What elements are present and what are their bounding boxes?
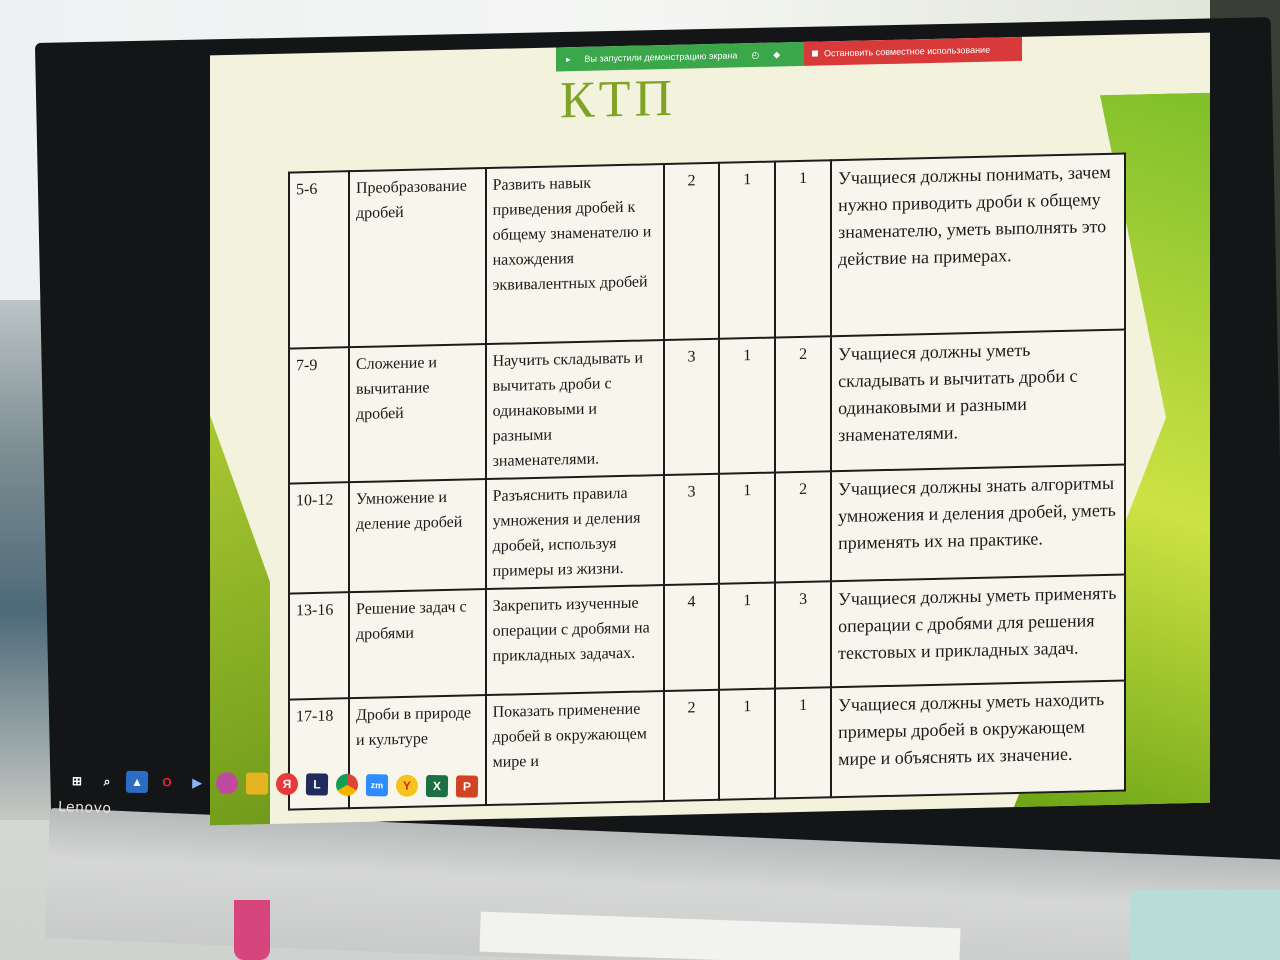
goal-cell: Закрепить изученные операции с дробями на прикладных задачах. xyxy=(486,585,664,695)
word-icon[interactable]: ▲ xyxy=(126,771,148,793)
outcome-cell: Учащиеся должны понимать, зачем нужно приводить дроби к общему знаменателю, уметь выполнять это действие на примерах. xyxy=(831,154,1125,337)
topic-cell: Преобразование дробей xyxy=(349,168,486,347)
topic-cell: Умножение и деление дробей xyxy=(349,479,486,592)
count-cell: 1 xyxy=(775,160,831,337)
count-cell: 2 xyxy=(775,336,831,472)
lessons-cell: 13-16 xyxy=(289,592,349,699)
goal-cell: Развить навык приведения дробей к общему знаменателю и нахождения эквивалентных дробей xyxy=(486,164,664,344)
count-cell: 1 xyxy=(719,583,775,690)
outcome-cell: Учащиеся должны уметь применять операции с дробями для решения текстовых и прикладных задач. xyxy=(831,575,1125,688)
table-row xyxy=(289,330,1125,484)
share-status xyxy=(556,42,804,72)
stop-icon xyxy=(812,51,818,57)
plan-table xyxy=(288,153,1126,811)
media-player-icon[interactable]: ▶ xyxy=(192,775,202,790)
hours-cell: 3 xyxy=(664,339,720,475)
table-row xyxy=(289,465,1125,594)
count-cell: 1 xyxy=(775,687,831,798)
count-cell: 1 xyxy=(719,473,775,584)
outcome-cell: Учащиеся должны знать алгоритмы умножения и деления дробей, уметь применять их на практике. xyxy=(831,465,1125,582)
stop-sharing-label: Остановить совместное использование xyxy=(824,44,991,59)
table-row xyxy=(289,154,1125,349)
screen xyxy=(210,33,1210,826)
count-cell: 1 xyxy=(719,162,775,339)
hours-cell: 3 xyxy=(664,474,720,585)
share-status-text: Вы запустили демонстрацию экрана xyxy=(584,50,738,64)
lessons-cell: 10-12 xyxy=(289,482,349,593)
search-icon[interactable]: ⌕ xyxy=(103,773,111,789)
file-explorer-icon[interactable] xyxy=(246,772,268,794)
lessons-cell: 5-6 xyxy=(289,171,349,348)
count-cell: 3 xyxy=(775,581,831,688)
topic-cell: Решение задач с дробями xyxy=(349,589,486,698)
powerpoint-icon[interactable]: P xyxy=(456,775,478,797)
desk-object xyxy=(1130,890,1280,960)
count-cell: 1 xyxy=(719,689,775,800)
goal-cell: Разъяснить правила умножения и деления дробей, используя примеры из жизни. xyxy=(486,475,664,589)
chrome-icon[interactable] xyxy=(336,774,358,796)
pause-icon[interactable]: ◴ xyxy=(751,49,760,60)
windows-start-icon[interactable]: ⊞ xyxy=(71,774,83,789)
lessons-cell: 17-18 xyxy=(289,698,349,809)
taskbar xyxy=(66,761,507,807)
topic-cell: Сложение и вычитание дробей xyxy=(349,344,486,482)
goal-cell: Научить складывать и вычитать дроби с одинаковыми и разными знаменателями. xyxy=(486,340,664,479)
outcome-cell: Учащиеся должны уметь находить примеры дробей в окружающем мире и объяснять их значение. xyxy=(831,681,1125,798)
lessons-cell: 7-9 xyxy=(289,347,349,483)
table-row xyxy=(289,575,1125,700)
slide-title: КТП xyxy=(560,69,676,130)
zoom-icon[interactable]: zm xyxy=(366,774,388,796)
count-cell: 1 xyxy=(719,338,775,474)
excel-icon[interactable]: X xyxy=(426,775,448,797)
count-cell: 2 xyxy=(775,471,831,582)
hours-cell: 2 xyxy=(664,163,720,340)
l-app-icon[interactable]: L xyxy=(306,773,328,795)
monitor-stand xyxy=(234,900,270,960)
yandex-icon[interactable]: Я xyxy=(276,773,298,795)
stop-sharing-button[interactable] xyxy=(804,37,1022,66)
opera-icon[interactable]: O xyxy=(162,775,172,790)
monitor-brand-logo: Lenovo xyxy=(57,799,112,817)
topic-cell: Дроби в природе и культуре xyxy=(349,695,486,808)
yandex-browser-icon[interactable]: Y xyxy=(396,775,418,797)
goal-cell: Показать применение дробей в окружающем мире и xyxy=(486,691,664,805)
outcome-cell: Учащиеся должны уметь складывать и вычитать дроби с одинаковыми и разными знаменателями. xyxy=(831,330,1125,472)
app-icon[interactable] xyxy=(216,772,238,794)
share-indicator-icon: ▸ xyxy=(566,53,571,64)
hours-cell: 4 xyxy=(664,584,720,691)
shield-icon[interactable]: ◆ xyxy=(773,48,781,60)
hours-cell: 2 xyxy=(664,690,720,801)
